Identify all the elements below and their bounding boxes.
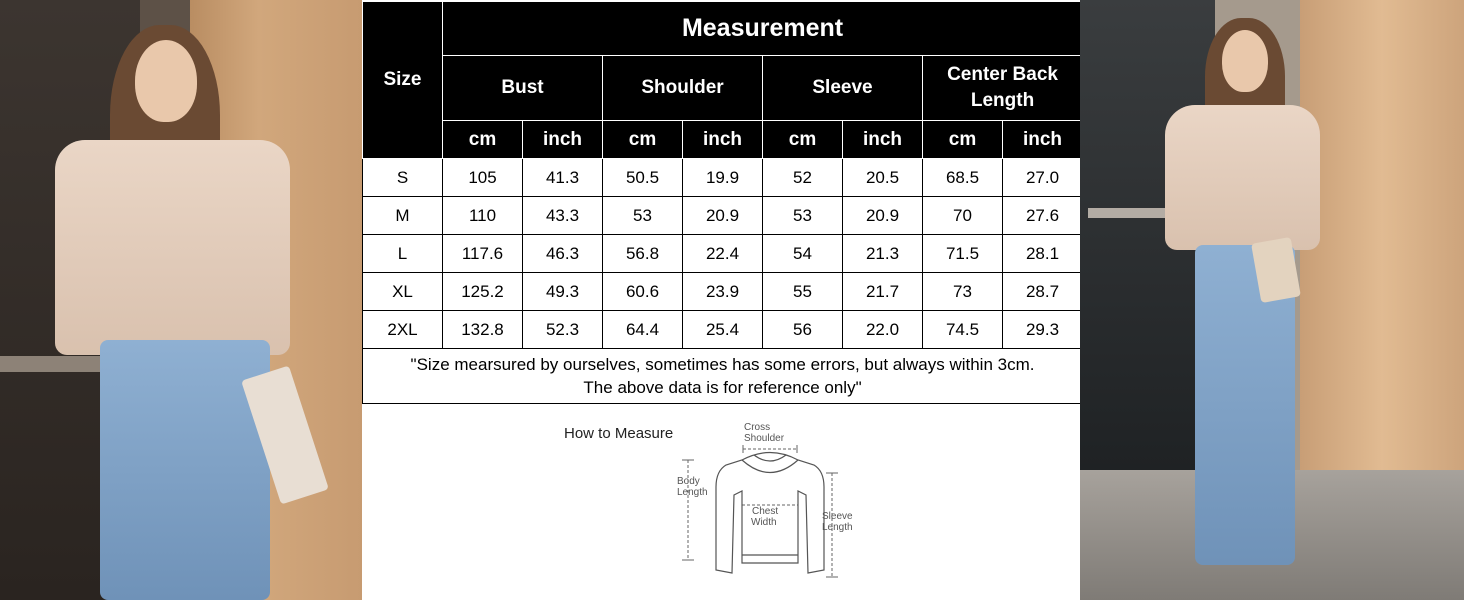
model-figure — [1160, 0, 1330, 600]
value-cell: 27.0 — [1003, 159, 1083, 197]
unit-header: inch — [1003, 121, 1083, 159]
value-cell: 68.5 — [923, 159, 1003, 197]
table-row — [363, 311, 1083, 349]
value-cell: 125.2 — [443, 273, 523, 311]
value-cell: 20.9 — [843, 197, 923, 235]
value-cell: 49.3 — [523, 273, 603, 311]
how-to-measure-heading: How to Measure — [564, 425, 674, 442]
value-cell: 52.3 — [523, 311, 603, 349]
unit-header: cm — [923, 121, 1003, 159]
size-cell: S — [363, 159, 443, 197]
value-cell: 28.1 — [1003, 235, 1083, 273]
how-to-measure-section — [362, 405, 1080, 600]
unit-header: cm — [603, 121, 683, 159]
value-cell: 50.5 — [603, 159, 683, 197]
measurement-diagram — [362, 405, 1080, 600]
value-cell: 23.9 — [683, 273, 763, 311]
note-line-2: The above data is for reference only" — [583, 378, 862, 397]
sleeve-length-label: Sleeve — [822, 511, 853, 522]
value-cell: 110 — [443, 197, 523, 235]
value-cell: 56 — [763, 311, 843, 349]
value-cell: 21.7 — [843, 273, 923, 311]
table-row — [363, 159, 1083, 197]
body-length-label: Body — [677, 476, 700, 487]
value-cell: 46.3 — [523, 235, 603, 273]
bust-header: Bust — [443, 56, 603, 121]
value-cell: 64.4 — [603, 311, 683, 349]
size-header: Size — [363, 2, 443, 159]
value-cell: 55 — [763, 273, 843, 311]
unit-header: inch — [523, 121, 603, 159]
sleeve-length-label: Length — [822, 522, 853, 533]
chart-title: Measurement — [443, 2, 1083, 56]
value-cell: 56.8 — [603, 235, 683, 273]
chest-width-label: Chest — [752, 506, 779, 517]
value-cell: 21.3 — [843, 235, 923, 273]
left-model-photo — [0, 0, 362, 600]
value-cell: 117.6 — [443, 235, 523, 273]
size-cell: XL — [363, 273, 443, 311]
value-cell: 41.3 — [523, 159, 603, 197]
table-row — [363, 273, 1083, 311]
chest-width-label: Width — [751, 517, 777, 528]
value-cell: 29.3 — [1003, 311, 1083, 349]
value-cell: 71.5 — [923, 235, 1003, 273]
value-cell: 54 — [763, 235, 843, 273]
value-cell: 73 — [923, 273, 1003, 311]
value-cell: 25.4 — [683, 311, 763, 349]
value-cell: 53 — [763, 197, 843, 235]
unit-header: inch — [683, 121, 763, 159]
value-cell: 60.6 — [603, 273, 683, 311]
value-cell: 70 — [923, 197, 1003, 235]
shoulder-header: Shoulder — [603, 56, 763, 121]
table-row — [363, 197, 1083, 235]
center-back-length-header: Center Back Length — [923, 56, 1083, 121]
sleeve-header: Sleeve — [763, 56, 923, 121]
cross-shoulder-label: Cross — [744, 422, 771, 433]
value-cell: 28.7 — [1003, 273, 1083, 311]
value-cell: 52 — [763, 159, 843, 197]
right-model-photo — [1080, 0, 1464, 600]
size-cell: L — [363, 235, 443, 273]
value-cell: 43.3 — [523, 197, 603, 235]
unit-header: inch — [843, 121, 923, 159]
size-cell: 2XL — [363, 311, 443, 349]
value-cell: 22.4 — [683, 235, 763, 273]
cross-shoulder-label: Shoulder — [744, 433, 785, 444]
note-line-1: "Size mearsured by ourselves, sometimes has some errors, but always within 3cm. — [410, 355, 1035, 374]
value-cell: 27.6 — [1003, 197, 1083, 235]
value-cell: 74.5 — [923, 311, 1003, 349]
model-figure — [55, 0, 315, 600]
unit-header: cm — [763, 121, 843, 159]
size-cell: M — [363, 197, 443, 235]
value-cell: 20.9 — [683, 197, 763, 235]
value-cell: 105 — [443, 159, 523, 197]
table-row — [363, 235, 1083, 273]
value-cell: 19.9 — [683, 159, 763, 197]
size-chart-panel — [362, 0, 1080, 600]
body-length-label: Length — [677, 487, 708, 498]
size-chart-table — [362, 1, 1083, 404]
value-cell: 132.8 — [443, 311, 523, 349]
unit-header: cm — [443, 121, 523, 159]
value-cell: 22.0 — [843, 311, 923, 349]
disclaimer-note — [363, 349, 1083, 404]
value-cell: 53 — [603, 197, 683, 235]
value-cell: 20.5 — [843, 159, 923, 197]
